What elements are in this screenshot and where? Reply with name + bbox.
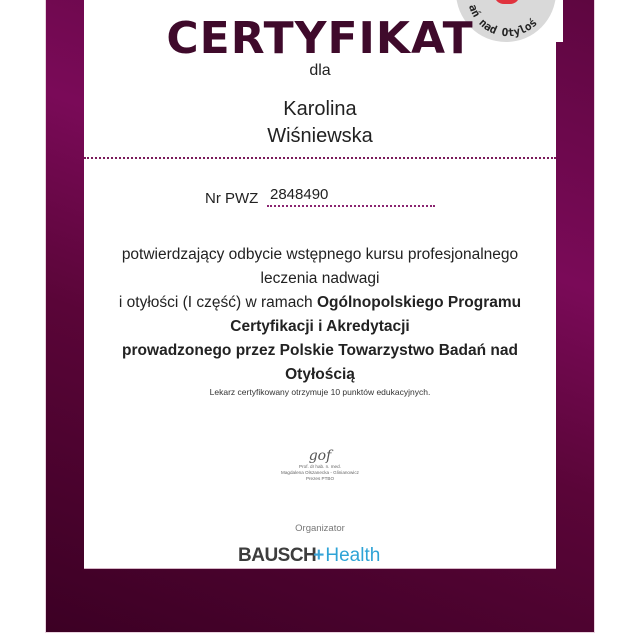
body-line-4-bold: Certyfikacji i Akredytacji — [230, 318, 410, 335]
education-points-note: Lekarz certyfikowany otrzymuje 10 punktów edukacyjnych. — [209, 387, 431, 397]
certificate-body — [100, 243, 540, 387]
logo-health-text: Health — [325, 545, 381, 566]
pwz-value: 2848490 — [270, 186, 329, 203]
signatory-name: Magdalena Olszanecka - Glinianowicz — [281, 470, 359, 475]
body-line-3-plain: i otyłości (I część) w ramach — [118, 294, 317, 311]
signature-mark: gof — [308, 448, 332, 464]
dotted-divider — [84, 157, 556, 159]
for-label: dla — [309, 62, 331, 79]
bausch-health-logo — [238, 544, 380, 568]
svg-text:ań nad Otyloś: ań nad Otyloś — [466, 2, 540, 40]
recipient-last-name: Wiśniewska — [267, 125, 373, 147]
body-line-2: leczenia nadwagi — [260, 270, 380, 287]
body-line-3 — [100, 291, 540, 315]
body-line-5-bold: prowadzonego przez Polskie Towarzystwo Badań nad — [122, 342, 518, 359]
signatory-role: Prezes PTBO — [305, 476, 335, 481]
frame-notch — [556, 0, 563, 42]
body-line-6 — [100, 363, 540, 387]
signature-block — [270, 448, 370, 482]
body-line-6-bold: Otyłością — [285, 366, 355, 383]
recipient-name — [84, 96, 556, 150]
pwz-dotted-line — [267, 205, 435, 207]
recipient-first-name: Karolina — [283, 98, 357, 120]
body-line-5 — [100, 339, 540, 363]
body-line-1: potwierdzający odbycie wstępnego kursu profesjonalnego — [121, 246, 519, 263]
logo-bausch-text: BAUSCH — [238, 545, 317, 566]
pwz-label: Nr PWZ — [205, 190, 259, 207]
signatory-title: Prof. dr hab. n. med. — [299, 464, 341, 469]
logo-plus-icon: + — [313, 545, 325, 566]
body-line-4 — [100, 315, 540, 339]
body-line-3-bold: Ogólnopolskiego Programu — [317, 294, 522, 311]
organizer-label: Organizator — [295, 523, 345, 534]
certificate-title: CERTYFIKAT — [166, 13, 474, 64]
